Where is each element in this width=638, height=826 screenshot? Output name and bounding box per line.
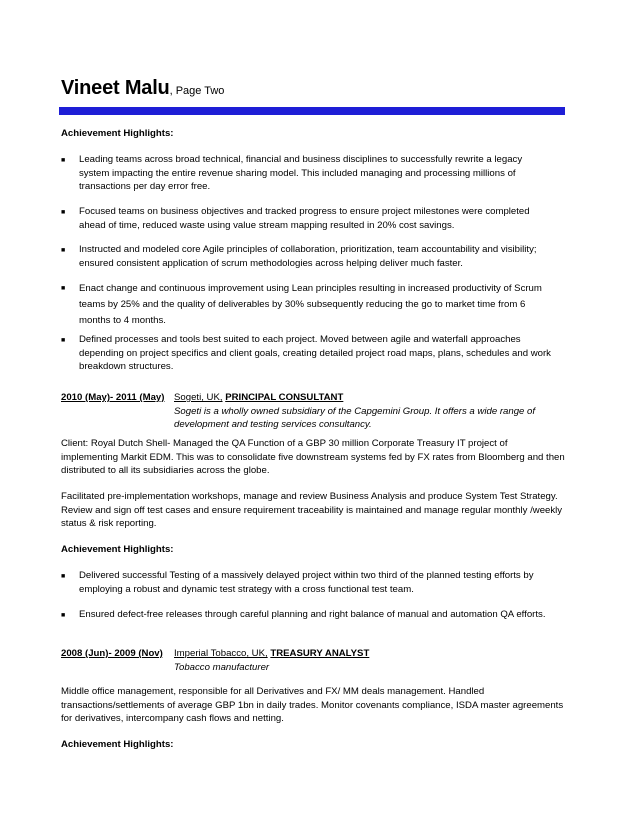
page-label: , Page Two	[169, 85, 225, 97]
bullet-icon: ■	[61, 285, 66, 292]
company-description: Sogeti is a wholly owned subsidiary of the Capgemini Group. It offers a wide range of development and testing services consultancy.	[174, 405, 536, 430]
candidate-name: Vineet Malu	[61, 77, 170, 99]
bullet-text: Instructed and modeled core Agile principles of collaboration, prioritization, team accountability and visibility; ensured consistent application of scrum methodologies across helping deliver much faster.	[79, 244, 537, 269]
list-item	[61, 205, 551, 232]
list-item	[61, 333, 551, 374]
job-title: PRINCIPAL CONSULTANT	[225, 392, 344, 403]
bullet-text: Enact change and continuous improvement using Lean principles resulting in increased productivity of Scrum teams by 25% and the quality of deliverables by 30% subsequently reducing the go to market time from 6 months to 4 months.	[79, 283, 542, 326]
job-title: TREASURY ANALYST	[270, 648, 370, 659]
bullet-text: Defined processes and tools best suited to each project. Moved between agile and waterfall approaches depending on project specifics and client goals, creating detailed project road maps, plans, schedules and work breakdown structures.	[79, 334, 551, 372]
page-header	[61, 77, 224, 100]
job-entry-sogeti	[61, 391, 567, 432]
list-item	[61, 153, 551, 194]
bullet-icon: ■	[61, 247, 66, 254]
job-paragraph: Client: Royal Dutch Shell- Managed the QA Function of a GBP 30 million Corporate Treasury IT project of implementing Markit EDM. This was to consolidate five downstream systems fed by FX rates from Bloomberg and then distributed to all its subsidiaries across the globe.	[61, 438, 565, 476]
job-entry-imperial-tobacco	[61, 647, 567, 674]
bullet-icon: ■	[61, 573, 66, 580]
achievement-heading: Achievement Highlights:	[61, 128, 174, 139]
job-paragraph: Middle office management, responsible for all Derivatives and FX/ MM deals management. Handled transactions/settlements of average GBP 1bn in daily trades. Monitor covenants compliance, ISDA master agreements for derivatives, intercompany cash flows and netting.	[61, 686, 564, 724]
bullet-icon: ■	[61, 209, 66, 216]
bullet-icon: ■	[61, 157, 66, 164]
bullet-icon: ■	[61, 612, 66, 619]
achievement-heading: Achievement Highlights:	[61, 739, 174, 750]
bullet-text: Delivered successful Testing of a massively delayed project within two third of the planned testing efforts by employing a robust and dynamic test strategy with a cross functional test team.	[79, 570, 534, 595]
bullet-icon: ■	[61, 337, 66, 344]
bullet-text: Focused teams on business objectives and tracked progress to ensure project milestones were completed ahead of time, reduced waste using value stream mapping resulted in 20% cost savings.	[79, 206, 530, 231]
list-item	[61, 243, 551, 270]
bullet-text: Ensured defect-free releases through careful planning and right balance of manual and automation QA efforts.	[79, 609, 546, 620]
bullet-text: Leading teams across broad technical, financial and business disciplines to successfully rewrite a legacy system impacting the entire revenue sharing model. This included managing and processing millions of transactions per day error free.	[79, 154, 523, 192]
list-item	[61, 281, 551, 329]
job-dates: 2010 (May)- 2011 (May)	[61, 392, 165, 403]
list-item	[61, 569, 551, 596]
job-paragraph: Facilitated pre-implementation workshops, manage and review Business Analysis and produce System Test Strategy. Review and sign off test cases and ensure requirement traceability is maintained and manage regular monthly /weekly status & risk reporting.	[61, 491, 563, 529]
list-item	[61, 608, 551, 622]
job-company: Sogeti, UK,	[174, 392, 223, 403]
job-company: Imperial Tobacco, UK,	[174, 648, 268, 659]
company-description: Tobacco manufacturer	[174, 661, 270, 673]
header-rule	[59, 107, 565, 115]
achievement-heading: Achievement Highlights:	[61, 544, 174, 555]
job-dates: 2008 (Jun)- 2009 (Nov)	[61, 648, 163, 659]
